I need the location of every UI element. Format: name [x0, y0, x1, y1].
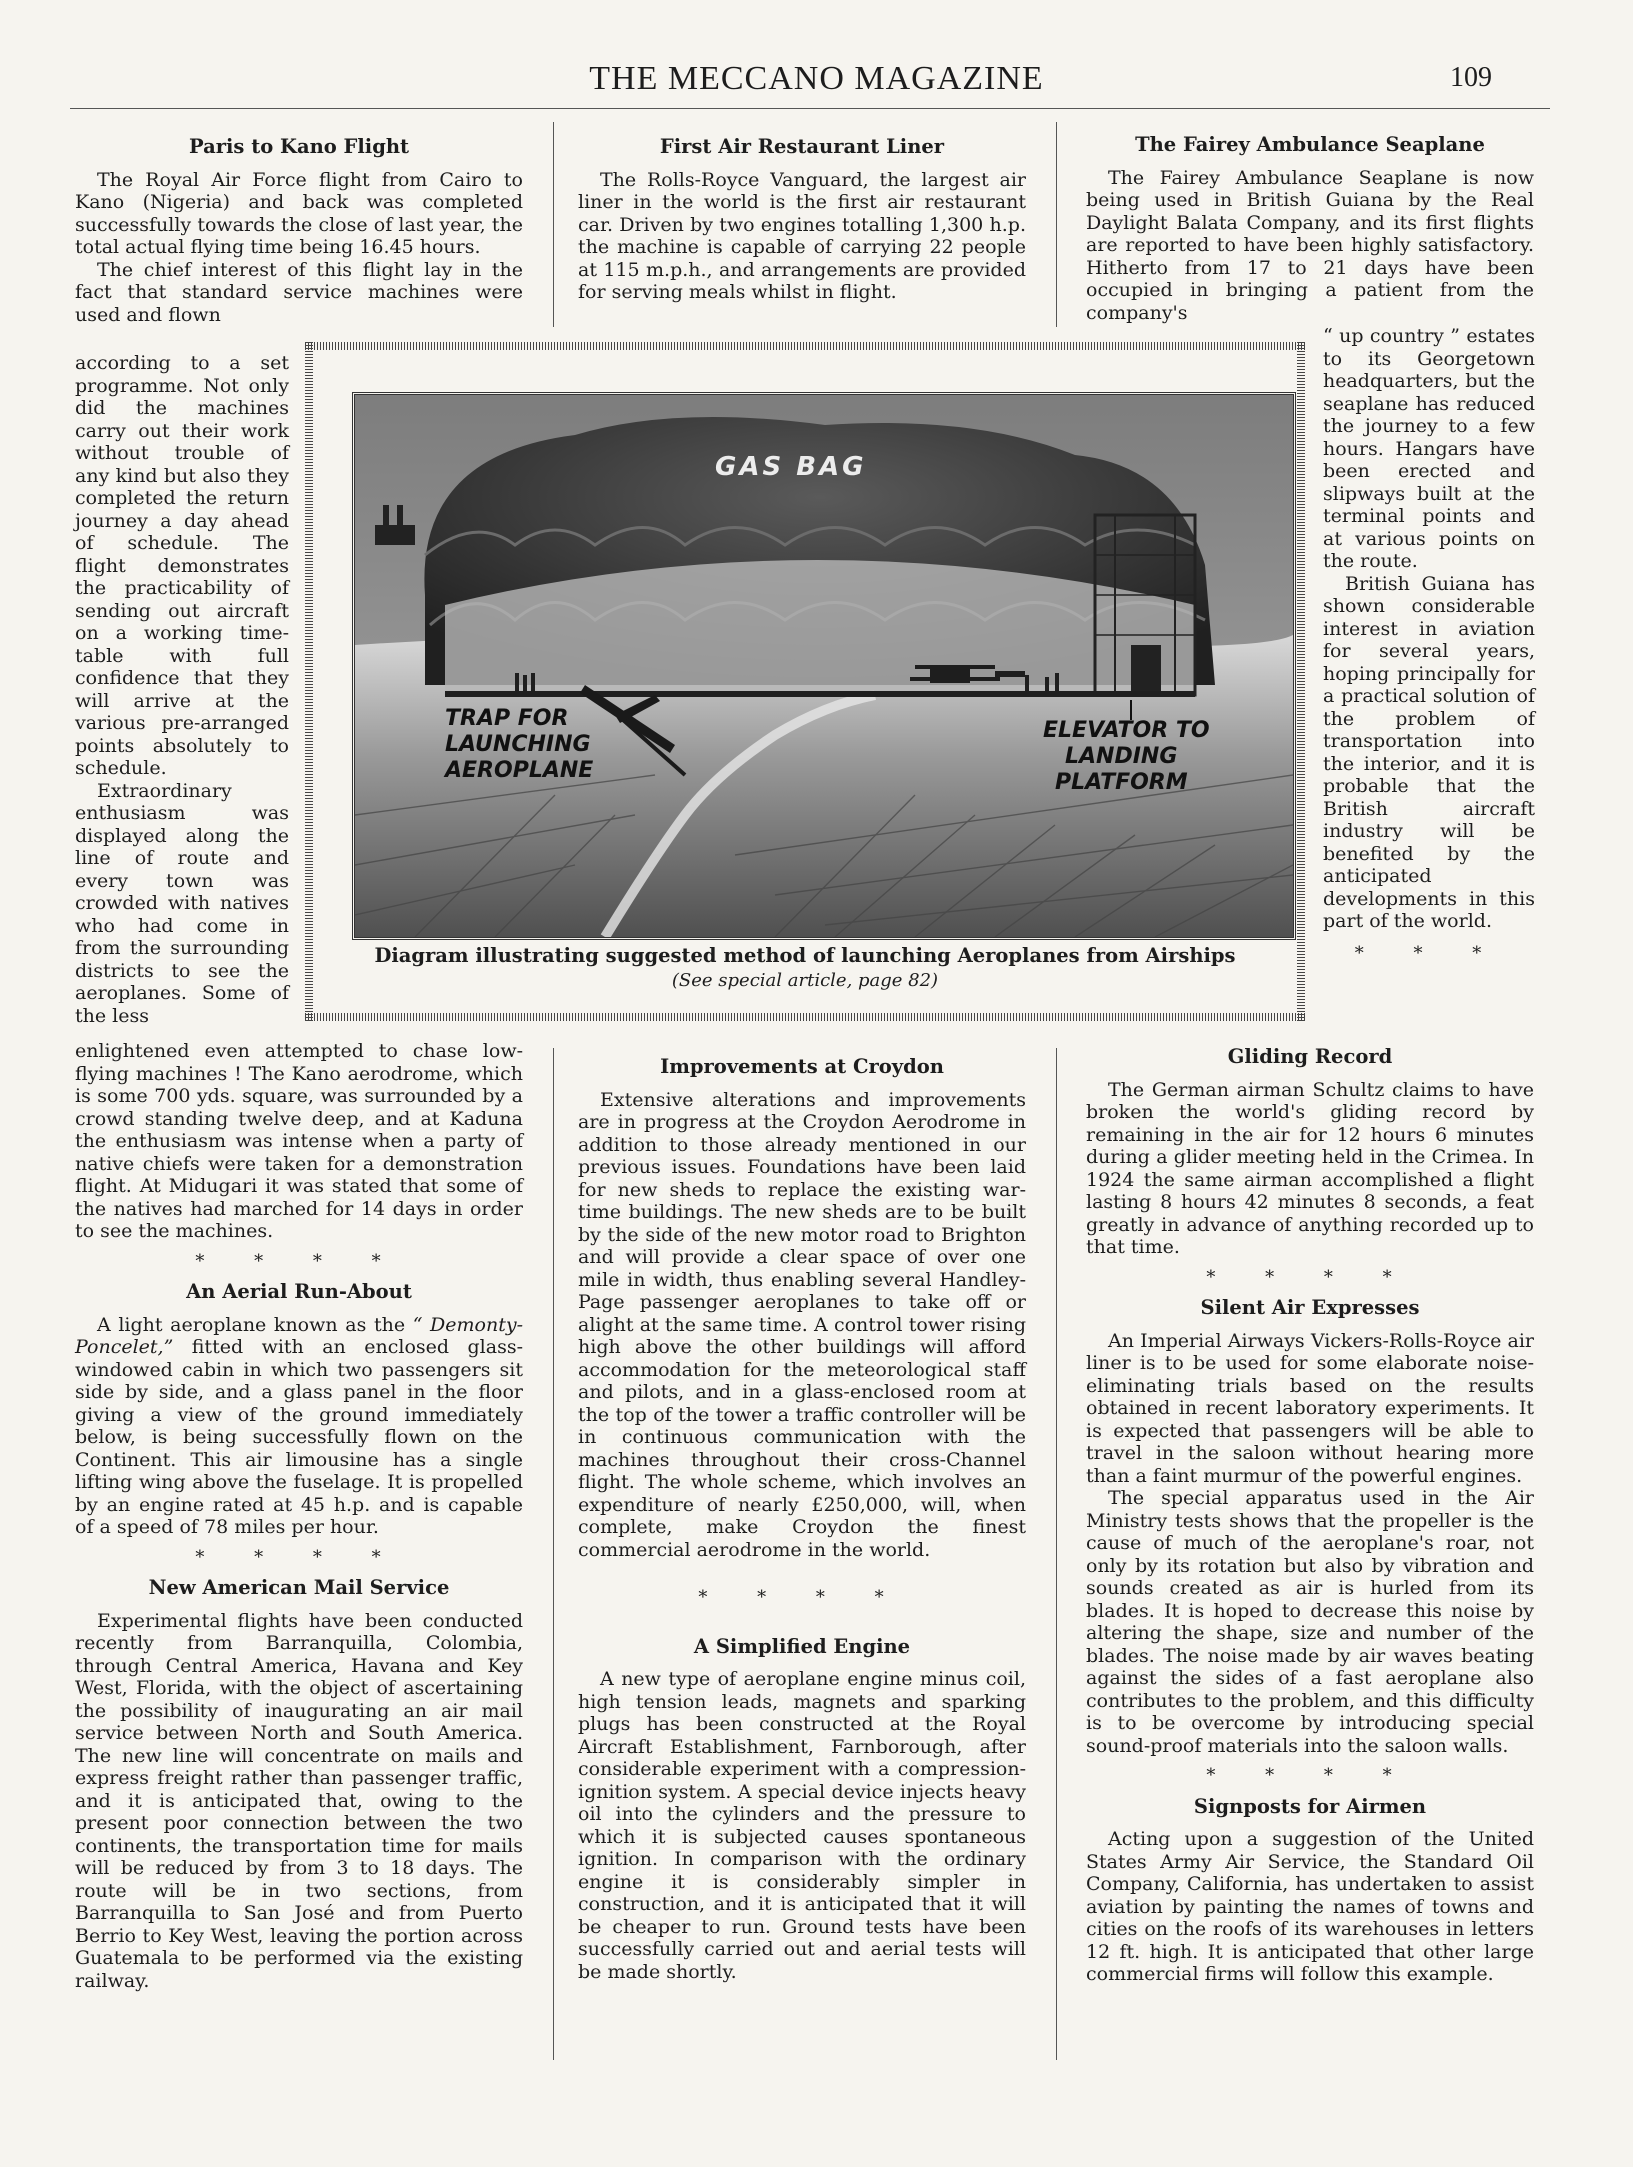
article-restaurant-liner — [578, 136, 1026, 304]
airship-diagram — [352, 392, 1296, 940]
column-divider-top-left — [553, 122, 554, 327]
aerial-runabout-paragraph — [75, 1314, 523, 1539]
column-divider-bottom-right — [1056, 1048, 1057, 2060]
figure-border-bottom — [305, 1013, 1305, 1021]
runabout-text-end: fitted with an enclosed glass-windowed cabin in which two passengers sit side by side, and a glass panel in the floor giving a view of the ground immediately below, is being successfully flown on the Continent. This air limousine has a single lifting wing above the fuselage. It is propelled by an engine rated at 45 h.p. and is capable of a speed of 78 miles per hour. — [75, 1336, 523, 1538]
runabout-aircraft-name: “ Demonty-Poncelet,” — [75, 1313, 524, 1358]
label-elevator-line-3: PLATFORM — [1055, 770, 1188, 795]
right-column-bottom — [1086, 1046, 1534, 1986]
column-divider-bottom-left — [553, 1048, 554, 2060]
heading-paris-kano: Paris to Kano Flight — [188, 135, 410, 158]
label-trap-line-2: LAUNCHING — [445, 732, 591, 757]
article-paris-kano-top — [75, 136, 523, 326]
figure-caption-reference: (See special article, page 82) — [671, 970, 939, 991]
silent-paragraph-1: An Imperial Airways Vickers-Rolls-Royce air liner is to be used for some elaborate noise-eliminating trials based on the results obtained in recent laboratory experiments. It is expected that passengers will be able to travel in the saloon without hearing more than a faint murmur of the powerful engines. — [1086, 1329, 1534, 1487]
figure-caption: Diagram illustrating suggested method of launching Aeroplanes from Airships — [374, 944, 1236, 967]
heading-restaurant-liner: First Air Restaurant Liner — [659, 135, 945, 158]
paris-kano-paragraph-3-wide: enlightened even attempted to chase low-flying machines ! The Kano aerodrome, which is some 700 yds. square, was surrounded by a crowd standing twelve deep, and at Kaduna the enthusiasm was intense when a party of native chiefs were taken for a demonstration flight. At Midugari it was stated that some of the natives had marched for 14 days in order to see the machines. — [75, 1040, 523, 1242]
separator-stars: * * * * — [195, 1546, 403, 1568]
magazine-title: THE MECCANO MAGAZINE — [589, 60, 1044, 97]
label-trap-line-1: TRAP FOR — [445, 706, 569, 731]
ambulance-paragraph-narrow: “ up country ” estates to its Georgetown headquarters, but the seaplane has reduced the journey to a few hours. Hangars have been erected and slipways built at the terminal points and at various points on the route. — [1323, 325, 1535, 572]
separator-stars: * * * * — [1206, 1765, 1414, 1786]
heading-silent-expresses: Silent Air Expresses — [1200, 1296, 1420, 1319]
separator-stars: * * * * — [698, 1587, 906, 1608]
signposts-paragraph: Acting upon a suggestion of the United States Army Air Service, the Standard Oil Company, California, has undertaken to assist aviation by painting the names of towns and cities on the roofs of its warehouses in letters 12 ft. high. It is anticipated that other large commercial firms will follow this example. — [1086, 1828, 1534, 1985]
paris-kano-paragraph-3-narrow: Extraordinary enthusiasm was displayed along the line of route and every town was crowded with natives who had come in from the surrounding districts to see the aeroplanes. Some of the less — [75, 779, 289, 1027]
airship-illustration — [355, 395, 1293, 937]
left-column-bottom — [75, 1040, 523, 1992]
separator-stars: * * * * — [1206, 1266, 1414, 1288]
label-elevator-line-1: ELEVATOR TO — [1043, 718, 1210, 743]
heading-ambulance-seaplane: The Fairey Ambulance Seaplane — [1135, 133, 1485, 156]
heading-croydon: Improvements at Croydon — [660, 1055, 944, 1078]
heading-gliding-record: Gliding Record — [1227, 1045, 1393, 1068]
separator-stars: * * * * — [195, 1250, 403, 1272]
figure-border-top — [305, 342, 1305, 350]
heading-mail-service: New American Mail Service — [148, 1576, 450, 1599]
figure-border-right — [1297, 342, 1305, 1021]
ambulance-paragraph-top: The Fairey Ambulance Seaplane is now being used in British Guiana by the Real Daylight Balata Company, and its first flights are reported to have been highly satisfactory. Hitherto from 17 to 21 days have been occupied in bringing a patient from the company's — [1086, 166, 1534, 324]
label-trap-line-3: AEROPLANE — [445, 758, 594, 783]
label-elevator-line-2: LANDING — [1065, 744, 1178, 769]
runabout-text-start: A light aeroplane known as the — [97, 1313, 413, 1336]
heading-signposts: Signposts for Airmen — [1193, 1794, 1427, 1818]
label-gas-bag: GAS BAG — [715, 452, 867, 482]
paris-kano-paragraph-2-narrow: according to a set programme. Not only did the machines carry out their work without trouble of any kind but also they completed the return journey a day ahead of schedule. The flight demonstrates the practicability of sending out aircraft on a working time-table with full confidence that they will arrive at the various pre-arranged points absolutely to schedule. — [75, 352, 289, 779]
separator-stars: * * * — [1354, 942, 1504, 964]
croydon-paragraph: Extensive alterations and improvements are in progress at the Croydon Aerodrome in addition to those already mentioned in our previous issues. Foundations have been laid for new sheds to replace the existing war-time buildings. The new sheds are to be built by the side of the new motor road to Brighton and will provide a clear space of over one mile in width, thus enabling several Handley-Page passenger aeroplanes to take off or alight at the same time. A control tower rising high above the other buildings will afford accommodation for the meteorological staff and pilots, and in a glass-enclosed room at the top of the tower a traffic controller will be in continuous communication with the machines throughout their cross-Channel flight. The whole scheme, which involves an expenditure of nearly £250,000, will, when complete, make Croydon the finest commercial aerodrome in the world. — [578, 1088, 1026, 1561]
header-rule — [70, 108, 1550, 109]
heading-aerial-runabout: An Aerial Run-About — [186, 1280, 412, 1303]
paris-kano-paragraph-1: The Royal Air Force flight from Cairo to Kano (Nigeria) and back was completed successfully towards the close of last year, the total actual flying time being 16.45 hours. — [75, 168, 523, 258]
article-ambulance-top — [1086, 134, 1534, 324]
ambulance-paragraph-2: British Guiana has shown considerable interest in aviation for several years, hoping principally for a practical solution of the problem of transportation into the interior, and it is probable that the British aircraft industry will be benefited by the anticipated developments in this part of the world. — [1323, 572, 1535, 932]
heading-simplified-engine: A Simplified Engine — [693, 1634, 911, 1658]
engine-paragraph: A new type of aeroplane engine minus coil, high tension leads, magnets and sparking plugs has been constructed at the Royal Aircraft Establishment, Farnborough, after considerable experiment with a compression-ignition system. A special device injects heavy oil into the cylinders and the pressure to which it is subjected causes spontaneous ignition. In comparison with the ordinary engine it is considerably simpler in construction, and it is anticipated that it will be cheaper to run. Ground tests have been successfully carried out and aerial tests will be made shortly. — [578, 1668, 1026, 1983]
gliding-paragraph: The German airman Schultz claims to have broken the world's gliding record by remaining in the air for 12 hours 6 minutes during a glider meeting held in the Crimea. In 1924 the same airman accomplished a flight lasting 8 hours 42 minutes 8 seconds, a feat greatly in advance of anything recorded up to that time. — [1086, 1078, 1534, 1258]
article-paris-kano-narrow — [75, 352, 289, 1027]
mail-service-paragraph: Experimental flights have been conducted recently from Barranquilla, Colombia, through Central America, Havana and Key West, Florida, with the object of ascertaining the possibility of inaugurating an air mail service between North and South America. The new line will concentrate on mails and express freight rather than passenger traffic, and it is anticipated that, owing to the present poor connection between the two continents, the transportation time for mails will be reduced by from 3 to 18 days. The route will be in two sections, from Barranquilla to San José and from Puerto Berrio to Key West, leaving the portion across Guatemala to be performed via the existing railway. — [75, 1609, 523, 1992]
page-number: 109 — [1450, 62, 1492, 93]
paris-kano-paragraph-2-top: The chief interest of this flight lay in the fact that standard service machines were used and flown — [75, 258, 523, 326]
restaurant-liner-paragraph: The Rolls-Royce Vanguard, the largest air liner in the world is the first air restaurant car. Driven by two engines totalling 1,300 h.p. the machine is capable of carrying 22 people at 115 m.p.h., and arrangements are provided for serving meals whilst in flight. — [578, 168, 1026, 303]
figure-border-left — [305, 342, 313, 1021]
article-ambulance-narrow — [1323, 325, 1535, 965]
middle-column-bottom — [578, 1056, 1026, 1983]
column-divider-top-right — [1056, 122, 1057, 327]
silent-paragraph-2: The special apparatus used in the Air Ministry tests shows that the propeller is the cause of much of the aeroplane's roar, not only by its rotation but also by vibration and sounds created as air is hurled from its blades. It is hoped to decrease this noise by altering the shape, size and number of the blades. The noise made by air waves beating against the sides of a fast aeroplane also contributes to the problem, and this difficulty is to be overcome by introducing special sound-proof materials into the saloon walls. — [1086, 1487, 1534, 1757]
